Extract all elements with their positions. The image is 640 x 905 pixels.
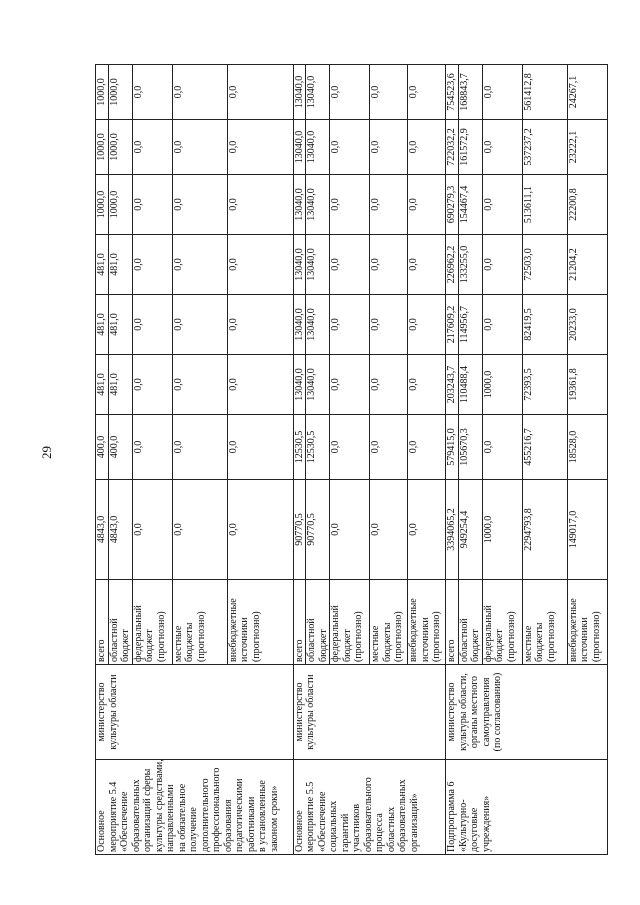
value-cell: 481,0 <box>108 295 132 355</box>
value-cell: 0,0 <box>172 480 227 580</box>
value-cell: 400,0 <box>96 415 109 480</box>
value-cell: 13040,0 <box>293 355 306 415</box>
value-cell: 0,0 <box>408 65 446 120</box>
value-cell: 110488,4 <box>458 355 482 415</box>
value-cell: 82419,5 <box>522 295 567 355</box>
value-cell: 0,0 <box>330 120 370 175</box>
value-cell: 1000,0 <box>482 480 522 580</box>
value-cell: 18528,0 <box>567 415 607 480</box>
value-cell: 0,0 <box>227 295 293 355</box>
value-cell: 217609,2 <box>446 295 459 355</box>
value-cell: 0,0 <box>370 355 408 415</box>
value-cell: 0,0 <box>330 415 370 480</box>
value-cell: 1000,0 <box>96 120 109 175</box>
value-cell: 1000,0 <box>108 175 132 235</box>
value-cell: 0,0 <box>370 175 408 235</box>
value-cell: 23222,1 <box>567 120 607 175</box>
measure-name-cell: Основное мероприятие 5.5 «Обеспечение социальных гарантий участников образовательного процесса областных образовательных организаций» <box>293 760 446 855</box>
value-cell: 481,0 <box>108 355 132 415</box>
value-cell: 579415,0 <box>446 415 459 480</box>
value-cell: 0,0 <box>172 65 227 120</box>
funding-source-cell: внебюджетные источники (прогнозно) <box>227 580 293 665</box>
value-cell: 0,0 <box>227 355 293 415</box>
value-cell: 0,0 <box>408 235 446 295</box>
value-cell: 0,0 <box>482 295 522 355</box>
value-cell: 0,0 <box>408 355 446 415</box>
table-row <box>446 65 459 855</box>
value-cell: 0,0 <box>172 235 227 295</box>
value-cell: 0,0 <box>172 120 227 175</box>
value-cell: 0,0 <box>330 175 370 235</box>
value-cell: 0,0 <box>370 295 408 355</box>
value-cell: 481,0 <box>96 235 109 295</box>
value-cell: 0,0 <box>408 120 446 175</box>
value-cell: 13040,0 <box>293 120 306 175</box>
value-cell: 19361,8 <box>567 355 607 415</box>
value-cell: 1000,0 <box>96 65 109 120</box>
value-cell: 0,0 <box>370 480 408 580</box>
value-cell: 0,0 <box>172 175 227 235</box>
value-cell: 168843,7 <box>458 65 482 120</box>
value-cell: 13040,0 <box>306 120 330 175</box>
value-cell: 0,0 <box>408 415 446 480</box>
value-cell: 2294793,8 <box>522 480 567 580</box>
value-cell: 12530,5 <box>306 415 330 480</box>
value-cell: 4843,0 <box>108 480 132 580</box>
value-cell: 455216,7 <box>522 415 567 480</box>
executor-cell: министерство культуры области <box>96 665 294 760</box>
value-cell: 0,0 <box>172 415 227 480</box>
value-cell: 513611,1 <box>522 175 567 235</box>
value-cell: 0,0 <box>408 480 446 580</box>
value-cell: 1000,0 <box>96 175 109 235</box>
funding-source-cell: местные бюджеты (прогнозно) <box>522 580 567 665</box>
value-cell: 0,0 <box>132 480 172 580</box>
value-cell: 0,0 <box>482 235 522 295</box>
funding-source-cell: областной бюджет <box>458 580 482 665</box>
value-cell: 537237,2 <box>522 120 567 175</box>
funding-source-cell: федеральный бюджет (прогнозно) <box>482 580 522 665</box>
value-cell: 481,0 <box>108 235 132 295</box>
value-cell: 90770,5 <box>306 480 330 580</box>
value-cell: 0,0 <box>227 175 293 235</box>
value-cell: 13040,0 <box>306 355 330 415</box>
value-cell: 0,0 <box>132 65 172 120</box>
value-cell: 0,0 <box>132 175 172 235</box>
value-cell: 13040,0 <box>293 175 306 235</box>
value-cell: 0,0 <box>408 175 446 235</box>
value-cell: 22200,8 <box>567 175 607 235</box>
value-cell: 0,0 <box>370 415 408 480</box>
value-cell: 0,0 <box>330 65 370 120</box>
value-cell: 0,0 <box>172 355 227 415</box>
funding-source-cell: внебюджетные источники (прогнозно) <box>567 580 607 665</box>
value-cell: 0,0 <box>370 235 408 295</box>
measure-name-cell: Подпрограмма 6 «Культурно- досуговые учреждения» <box>446 760 608 855</box>
value-cell: 13040,0 <box>293 295 306 355</box>
value-cell: 24267,1 <box>567 65 607 120</box>
executor-cell: министерство культуры области, органы местного самоуправления (по согласованию) <box>446 665 608 760</box>
funding-source-cell: федеральный бюджет (прогнозно) <box>330 580 370 665</box>
funding-source-cell: внебюджетные источники (прогнозно) <box>408 580 446 665</box>
value-cell: 13040,0 <box>306 295 330 355</box>
value-cell: 4843,0 <box>96 480 109 580</box>
value-cell: 0,0 <box>132 120 172 175</box>
measure-name-cell: Основное мероприятие 5.4 «Обеспечение образовательных организаций сферы культуры средствами, направленными на обязательное получение дополнительного профессионального образования педагогическими работниками в установленные законом сроки» <box>96 760 294 855</box>
value-cell: 0,0 <box>370 65 408 120</box>
value-cell: 0,0 <box>132 295 172 355</box>
value-cell: 0,0 <box>330 480 370 580</box>
value-cell: 0,0 <box>482 415 522 480</box>
value-cell: 0,0 <box>227 480 293 580</box>
value-cell: 105670,3 <box>458 415 482 480</box>
value-cell: 0,0 <box>227 235 293 295</box>
value-cell: 561412,8 <box>522 65 567 120</box>
value-cell: 12530,5 <box>293 415 306 480</box>
value-cell: 13040,0 <box>306 175 330 235</box>
value-cell: 20233,0 <box>567 295 607 355</box>
executor-cell: министерство культуры области <box>293 665 446 760</box>
table-row <box>293 65 306 855</box>
value-cell: 203243,7 <box>446 355 459 415</box>
value-cell: 481,0 <box>96 295 109 355</box>
value-cell: 0,0 <box>330 355 370 415</box>
value-cell: 0,0 <box>132 355 172 415</box>
value-cell: 114956,7 <box>458 295 482 355</box>
funding-source-cell: всего <box>96 580 109 665</box>
page-number: 29 <box>39 446 54 459</box>
value-cell: 0,0 <box>482 120 522 175</box>
value-cell: 0,0 <box>227 65 293 120</box>
value-cell: 149017,0 <box>567 480 607 580</box>
value-cell: 0,0 <box>227 120 293 175</box>
value-cell: 13040,0 <box>293 65 306 120</box>
value-cell: 13040,0 <box>306 235 330 295</box>
value-cell: 0,0 <box>330 235 370 295</box>
value-cell: 0,0 <box>132 235 172 295</box>
budget-table <box>95 64 608 855</box>
value-cell: 1000,0 <box>108 120 132 175</box>
funding-source-cell: местные бюджеты (прогнозно) <box>370 580 408 665</box>
value-cell: 13040,0 <box>293 235 306 295</box>
funding-source-cell: всего <box>293 580 306 665</box>
funding-source-cell: местные бюджеты (прогнозно) <box>172 580 227 665</box>
value-cell: 754523,6 <box>446 65 459 120</box>
value-cell: 481,0 <box>96 355 109 415</box>
value-cell: 0,0 <box>330 295 370 355</box>
funding-source-cell: областной бюджет <box>108 580 132 665</box>
value-cell: 949254,4 <box>458 480 482 580</box>
value-cell: 226962,2 <box>446 235 459 295</box>
value-cell: 0,0 <box>482 65 522 120</box>
value-cell: 133255,0 <box>458 235 482 295</box>
funding-source-cell: областной бюджет <box>306 580 330 665</box>
value-cell: 0,0 <box>227 415 293 480</box>
value-cell: 1000,0 <box>108 65 132 120</box>
value-cell: 0,0 <box>370 120 408 175</box>
value-cell: 0,0 <box>172 295 227 355</box>
value-cell: 1000,0 <box>482 355 522 415</box>
value-cell: 72503,0 <box>522 235 567 295</box>
funding-source-cell: федеральный бюджет (прогнозно) <box>132 580 172 665</box>
value-cell: 21204,2 <box>567 235 607 295</box>
value-cell: 690279,3 <box>446 175 459 235</box>
value-cell: 0,0 <box>408 295 446 355</box>
value-cell: 90770,5 <box>293 480 306 580</box>
table-row <box>96 65 109 855</box>
value-cell: 72393,5 <box>522 355 567 415</box>
value-cell: 13040,0 <box>306 65 330 120</box>
value-cell: 0,0 <box>132 415 172 480</box>
budget-table-body <box>96 65 608 855</box>
value-cell: 3394065,2 <box>446 480 459 580</box>
value-cell: 161572,9 <box>458 120 482 175</box>
value-cell: 154467,4 <box>458 175 482 235</box>
value-cell: 0,0 <box>482 175 522 235</box>
funding-source-cell: всего <box>446 580 459 665</box>
value-cell: 400,0 <box>108 415 132 480</box>
value-cell: 722032,2 <box>446 120 459 175</box>
